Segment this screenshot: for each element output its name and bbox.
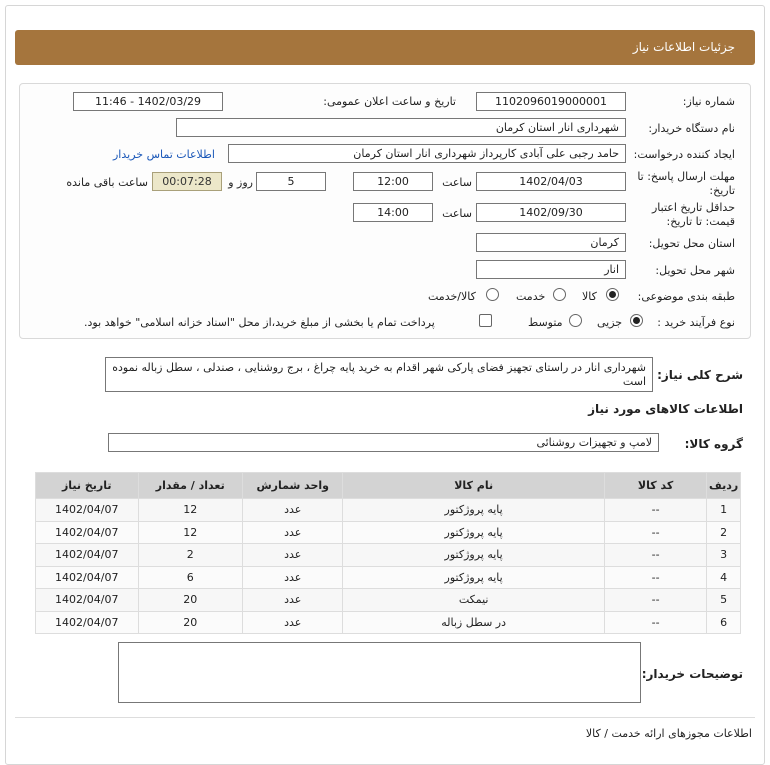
cell-unit: عدد: [243, 521, 343, 544]
cell-quantity: 6: [138, 566, 243, 589]
cell-row-number: 6: [707, 611, 741, 634]
permits-label: اطلاعات مجوزهای ارائه خدمت / کالا: [585, 727, 752, 740]
category-both-label: کالا/خدمت: [428, 290, 476, 303]
province-field: کرمان: [476, 233, 626, 252]
cell-item-name: پایه پروژکتور: [343, 566, 604, 589]
creator-label: ایجاد کننده درخواست:: [633, 148, 735, 161]
process-medium-label: متوسط: [528, 316, 563, 329]
table-row: [36, 544, 741, 567]
col-item-code: کد کالا: [604, 473, 706, 499]
table-row: [36, 611, 741, 634]
process-minor-label: جزیی: [597, 316, 623, 329]
col-item-name: نام کالا: [343, 473, 604, 499]
validity-time-label: ساعت: [442, 207, 472, 220]
process-minor-radio[interactable]: [630, 314, 643, 327]
table-row: [36, 589, 741, 612]
deadline-time-label: ساعت: [442, 176, 472, 189]
table-row: [36, 566, 741, 589]
remaining-time-label: ساعت باقی مانده: [66, 176, 148, 189]
process-label: نوع فرآیند خرید :: [657, 316, 735, 329]
cell-item-code: --: [604, 521, 706, 544]
need-number-label: شماره نیاز:: [682, 95, 735, 108]
goods-table-header: [36, 473, 741, 499]
deadline-label-line2: تاریخ:: [709, 184, 735, 197]
treasury-payment-note: پرداخت تمام یا بخشی از مبلغ خرید،از محل "اسناد خزانه اسلامی" خواهد بود.: [84, 316, 435, 329]
cell-item-name: پایه پروژکتور: [343, 499, 604, 522]
category-both-radio[interactable]: [486, 288, 499, 301]
cell-unit: عدد: [243, 589, 343, 612]
cell-item-name: پایه پروژکتور: [343, 544, 604, 567]
category-label: طبقه بندی موضوعی:: [637, 290, 735, 303]
goods-group-label: گروه کالا:: [684, 437, 743, 451]
cell-item-code: --: [604, 611, 706, 634]
cell-need-date: 1402/04/07: [36, 611, 139, 634]
table-row: [36, 499, 741, 522]
days-field: 5: [256, 172, 326, 191]
validity-label-line2: قیمت: تا تاریخ:: [666, 215, 735, 228]
category-goods-radio[interactable]: [606, 288, 619, 301]
province-label: استان محل تحویل:: [648, 237, 735, 250]
cell-item-name: پایه پروژکتور: [343, 521, 604, 544]
city-field: انار: [476, 260, 626, 279]
category-service-label: خدمت: [516, 290, 546, 303]
cell-row-number: 3: [707, 544, 741, 567]
goods-section-title: اطلاعات کالاهای مورد نیاز: [588, 402, 743, 416]
buyer-notes-field: [118, 642, 641, 703]
need-description-label: شرح کلی نیاز:: [657, 368, 743, 382]
validity-time-field: 14:00: [353, 203, 433, 222]
goods-table: [35, 472, 741, 634]
cell-item-name: نیمکت: [343, 589, 604, 612]
deadline-label-line1: مهلت ارسال پاسخ: تا: [637, 170, 735, 183]
cell-unit: عدد: [243, 611, 343, 634]
buyer-org-label: نام دستگاه خریدار:: [648, 122, 735, 135]
days-label: روز و: [228, 176, 253, 189]
need-description-field: شهرداری انار در راستای تجهیز فضای پارکی شهر اقدام به خرید پایه چراغ ، برج روشنایی ، صندلی ، سطل زباله نموده است: [105, 357, 653, 392]
announce-datetime-field: 1402/03/29 - 11:46: [73, 92, 223, 111]
goods-group-field: لامپ و تجهیزات روشنائی: [108, 433, 659, 452]
cell-need-date: 1402/04/07: [36, 566, 139, 589]
table-row: [36, 521, 741, 544]
buyer-notes-label: توضیحات خریدار:: [641, 667, 743, 681]
remaining-time-field: 00:07:28: [152, 172, 222, 191]
cell-unit: عدد: [243, 544, 343, 567]
section-title: جزئیات اطلاعات نیاز: [632, 40, 735, 54]
cell-row-number: 2: [707, 521, 741, 544]
cell-need-date: 1402/04/07: [36, 544, 139, 567]
cell-quantity: 20: [138, 589, 243, 612]
col-need-date: تاریخ نیاز: [36, 473, 139, 499]
process-medium-radio[interactable]: [569, 314, 582, 327]
treasury-payment-checkbox[interactable]: [479, 314, 492, 327]
cell-quantity: 12: [138, 499, 243, 522]
cell-row-number: 1: [707, 499, 741, 522]
cell-quantity: 12: [138, 521, 243, 544]
cell-item-code: --: [604, 544, 706, 567]
cell-item-code: --: [604, 566, 706, 589]
city-label: شهر محل تحویل:: [655, 264, 735, 277]
section-header: [15, 30, 755, 65]
cell-need-date: 1402/04/07: [36, 499, 139, 522]
buyer-org-field: شهرداری انار استان کرمان: [176, 118, 626, 137]
cell-row-number: 4: [707, 566, 741, 589]
category-goods-label: کالا: [582, 290, 597, 303]
deadline-date-field: 1402/04/03: [476, 172, 626, 191]
cell-quantity: 20: [138, 611, 243, 634]
need-number-field: 1102096019000001: [476, 92, 626, 111]
cell-item-name: در سطل زباله: [343, 611, 604, 634]
buyer-contact-link[interactable]: اطلاعات تماس خریدار: [113, 148, 215, 161]
cell-quantity: 2: [138, 544, 243, 567]
validity-label-line1: حداقل تاریخ اعتبار: [651, 201, 735, 214]
cell-unit: عدد: [243, 499, 343, 522]
announce-label: تاریخ و ساعت اعلان عمومی:: [323, 95, 456, 108]
col-row-number: ردیف: [707, 473, 741, 499]
cell-item-code: --: [604, 499, 706, 522]
category-service-radio[interactable]: [553, 288, 566, 301]
col-quantity: تعداد / مقدار: [138, 473, 243, 499]
validity-date-field: 1402/09/30: [476, 203, 626, 222]
cell-need-date: 1402/04/07: [36, 521, 139, 544]
section-divider: [15, 717, 755, 718]
deadline-time-field: 12:00: [353, 172, 433, 191]
cell-item-code: --: [604, 589, 706, 612]
cell-row-number: 5: [707, 589, 741, 612]
creator-field: حامد رجبی علی آبادی کارپرداز شهرداری انار استان کرمان: [228, 144, 626, 163]
cell-unit: عدد: [243, 566, 343, 589]
col-unit: واحد شمارش: [243, 473, 343, 499]
cell-need-date: 1402/04/07: [36, 589, 139, 612]
